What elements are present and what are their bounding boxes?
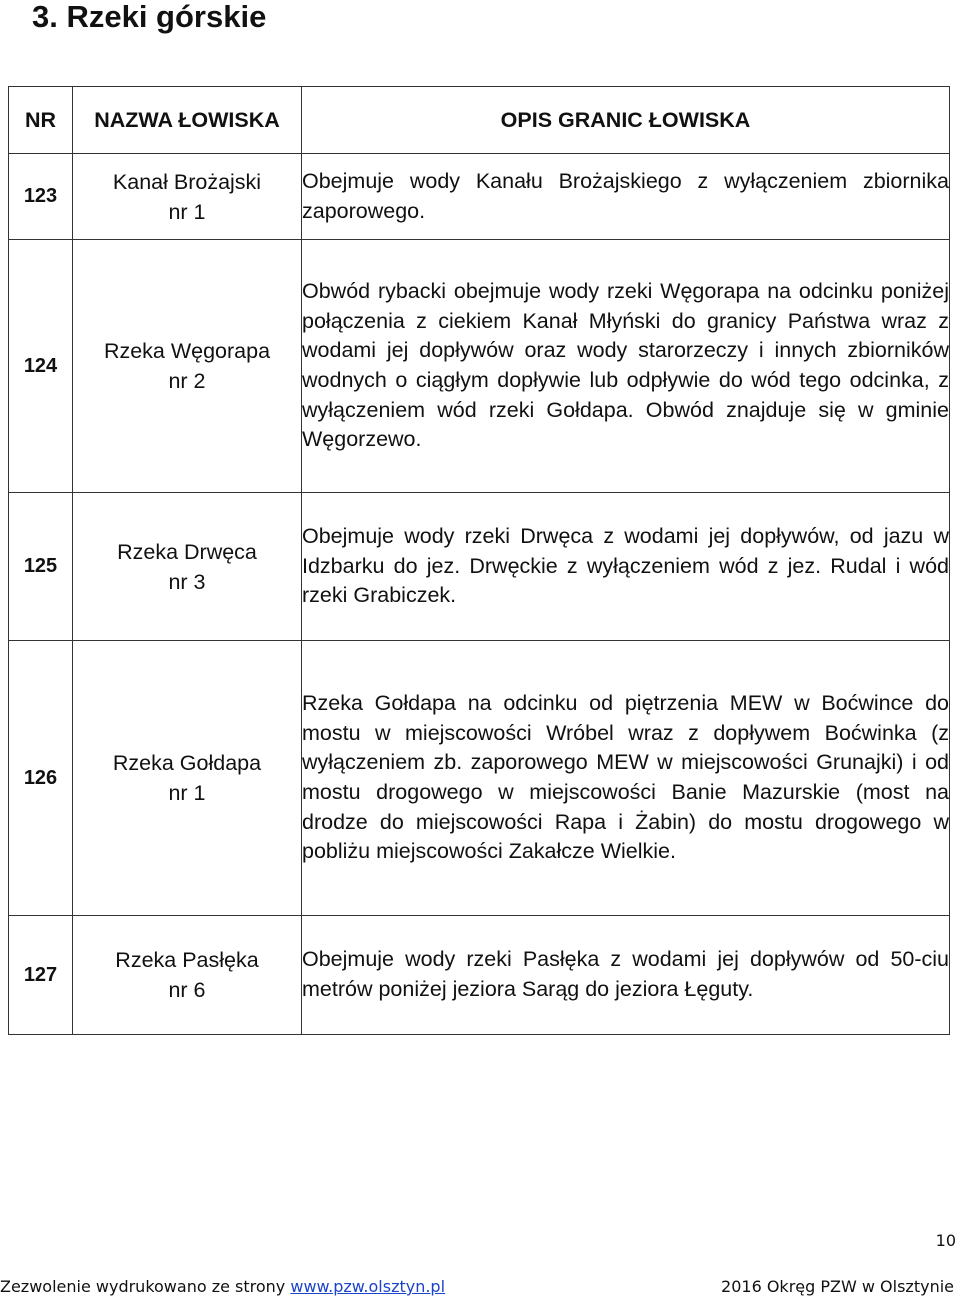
row-name	[73, 641, 302, 916]
row-description: Obejmuje wody rzeki Drwęca z wodami jej dopływów, od jazu w Idzbarku do jez. Drwęckie z wyłączeniem wód z jez. Rudal i wód rzeki Grabiczek.	[302, 493, 950, 641]
row-description: Obejmuje wody Kanału Brożajskiego z wyłączeniem zbiornika zaporowego.	[302, 154, 950, 240]
footer-organization: 2016 Okręg PZW w Olsztynie	[721, 1277, 954, 1296]
row-name-line1: Rzeka Węgorapa	[103, 339, 271, 363]
row-name	[73, 240, 302, 493]
row-name-line2: nr 3	[168, 569, 206, 594]
table-row	[9, 493, 950, 641]
row-name	[73, 493, 302, 641]
row-nr: 123	[9, 154, 73, 240]
row-name-line2: nr 1	[168, 199, 206, 224]
row-name-line1: Kanał Brożajski	[112, 169, 262, 194]
header-description: OPIS GRANIC ŁOWISKA	[302, 87, 950, 154]
footer-notice-text: Zezwolenie wydrukowano ze strony	[0, 1277, 291, 1296]
footer-print-notice	[0, 1277, 445, 1296]
table-header-row	[9, 87, 950, 154]
row-nr: 125	[9, 493, 73, 641]
row-nr: 126	[9, 641, 73, 916]
row-name	[73, 916, 302, 1035]
row-nr: 127	[9, 916, 73, 1035]
row-description: Obejmuje wody rzeki Pasłęka z wodami jej dopływów od 50-ciu metrów poniżej jeziora Sarąg do jeziora Łęguty.	[302, 916, 950, 1035]
table-row	[9, 641, 950, 916]
header-nr: NR	[9, 87, 73, 154]
row-name-line2: nr 2	[168, 369, 206, 393]
row-description: Obwód rybacki obejmuje wody rzeki Węgorapa na odcinku poniżej połączenia z ciekiem Kanał Młyński do granicy Państwa wraz z wodami jej dopływów oraz wody starorzeczy i innych zbiorników wodnych o ciągłym dopływie lub odpływie do wód tego odcinka, z wyłączeniem wód rzeki Gołdapa. Obwód znajduje się w gminie Węgorzewo.	[302, 240, 950, 493]
row-name-line1: Rzeka Gołdapa	[112, 751, 262, 775]
footer-website-link[interactable]: www.pzw.olsztyn.pl	[290, 1277, 446, 1296]
row-name-line2: nr 6	[168, 978, 206, 1002]
fishery-table	[8, 86, 950, 1035]
row-name-line1: Rzeka Drwęca	[117, 539, 257, 564]
table-row	[9, 916, 950, 1035]
header-name: NAZWA ŁOWISKA	[73, 87, 302, 154]
row-description: Rzeka Gołdapa na odcinku od piętrzenia MEW w Boćwince do mostu w miejscowości Wróbel wraz z dopływem Boćwinka (z wyłączeniem zb. zaporowego MEW w miejscowości Grunajki) i od mostu drogowego w miejscowości Banie Mazurskie (most na drodze do miejscowości Rapa i Żabin) do mostu drogowego w pobliżu miejscowości Zakałcze Wielkie.	[302, 641, 950, 916]
table-row	[9, 154, 950, 240]
row-name-line2: nr 1	[168, 781, 206, 805]
table-row	[9, 240, 950, 493]
section-title: 3. Rzeki górskie	[32, 0, 267, 34]
row-name	[73, 154, 302, 240]
row-name-line1: Rzeka Pasłęka	[115, 948, 259, 972]
row-nr: 124	[9, 240, 73, 493]
page-number: 10	[935, 1231, 956, 1250]
